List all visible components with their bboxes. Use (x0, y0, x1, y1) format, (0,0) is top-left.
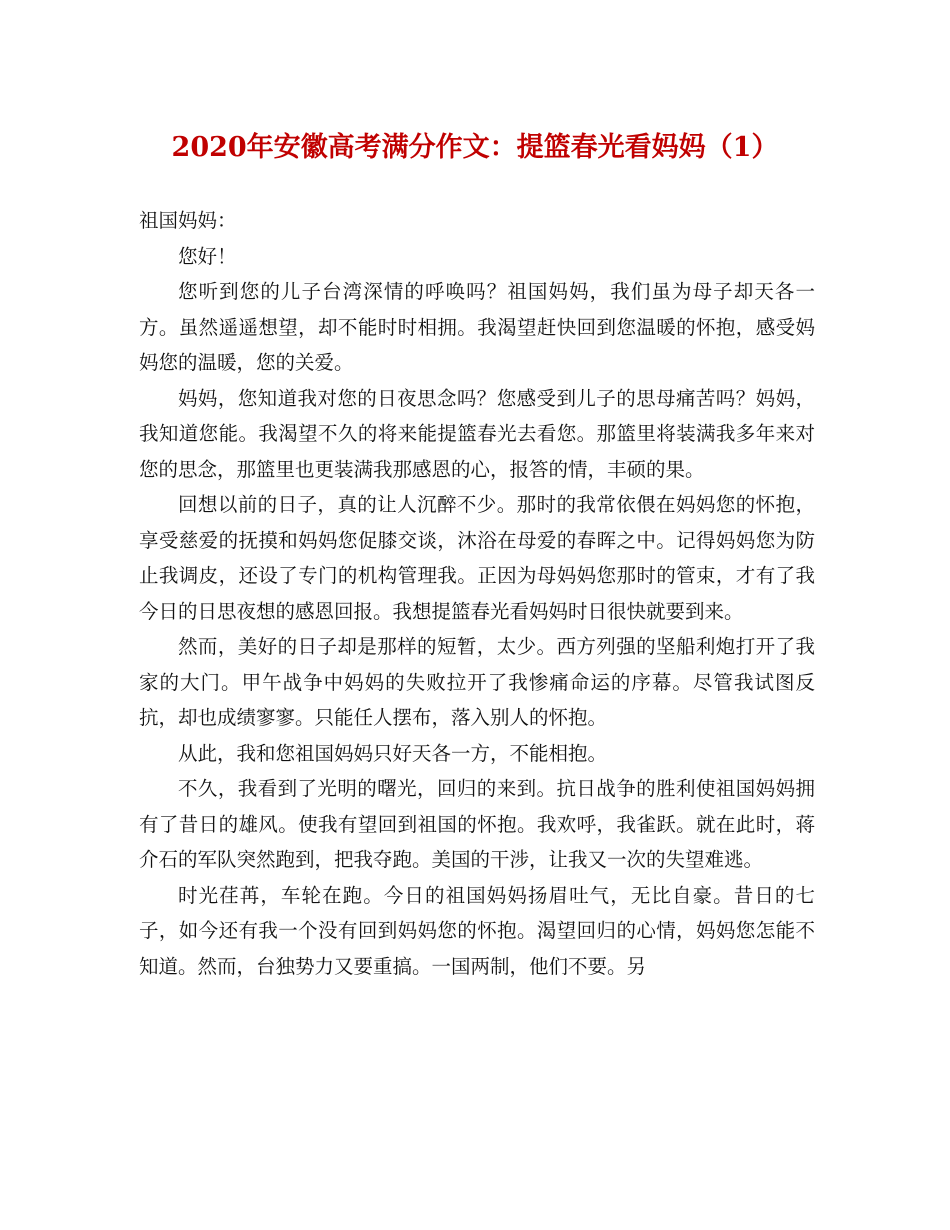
paragraph: 不久，我看到了光明的曙光，回归的来到。抗日战争的胜利使祖国妈妈拥有了昔日的雄风。使我有望回到祖国的怀抱。我欢呼，我雀跃。就在此时，蒋介石的军队突然跑到，把我夺跑。美国的干涉，让我又一次的失望难逃。 (139, 777, 815, 871)
paragraph: 妈妈，您知道我对您的日夜思念吗？您感受到儿子的思母痛苦吗？妈妈，我知道您能。我渴望不久的将来能提篮春光去看您。那篮里将装满我多年来对您的思念，那篮里也更装满我那感恩的心，报答的情，丰硕的果。 (139, 386, 815, 481)
paragraph: 回想以前的日子，真的让人沉醉不少。那时的我常依偎在妈妈您的怀抱，享受慈爱的抚摸和妈妈您促膝交谈，沐浴在母爱的春晖之中。记得妈妈您为防止我调皮，还设了专门的机构管理我。正因为母妈妈您那时的管束，才有了我今日的日思夜想的感恩回报。我想提篮春光看妈妈时日很快就要到来。 (139, 493, 815, 623)
paragraph: 然而，美好的日子却是那样的短暂，太少。西方列强的坚船利炮打开了我家的大门。甲午战争中妈妈的失败拉开了我惨痛命运的序幕。尽管我试图反抗，却也成绩寥寥。只能任人摆布，落入别人的怀抱。 (139, 635, 815, 729)
document-title: 2020年安徽高考满分作文：提篮春光看妈妈（1） (171, 132, 779, 163)
salutation: 祖国妈妈： (139, 209, 237, 232)
paragraph: 时光荏苒，车轮在跑。今日的祖国妈妈扬眉吐气，无比自豪。昔日的七子，如今还有我一个没有回到妈妈您的怀抱。渴望回归的心情，妈妈您怎能不知道。然而，台独势力又要重搞。一国两制，他们不要。另 (139, 883, 815, 978)
paragraph: 从此，我和您祖国妈妈只好天各一方，不能相抱。 (178, 741, 608, 765)
paragraph: 您好！ (178, 244, 237, 268)
paragraph: 您听到您的儿子台湾深情的呼唤吗？祖国妈妈，我们虽为母子却天各一方。虽然遥遥想望，却不能时时相拥。我渴望赶快回到您温暖的怀抱，感受妈妈您的温暖，您的关爱。 (139, 280, 815, 374)
document-body (139, 203, 815, 984)
